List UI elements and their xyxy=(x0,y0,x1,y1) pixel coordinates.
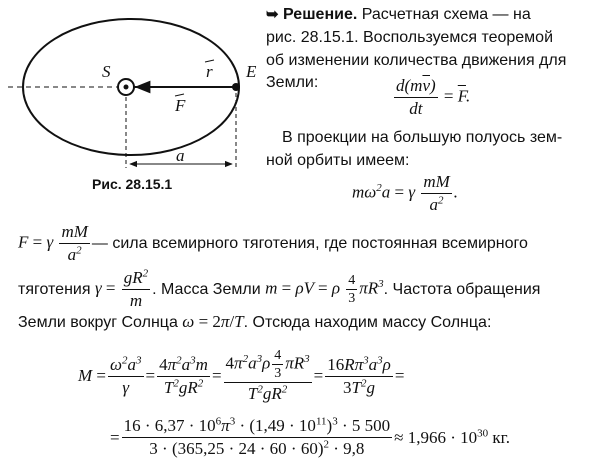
earth-mass-formula: m = ρV = ρ $\frac{4}{3}$ $\pi R^3$ xyxy=(265,273,384,306)
label-a: a xyxy=(176,146,185,165)
gamma-formula: γ = $\frac{gR^2}{m}$ xyxy=(94,267,149,310)
solution-line-4: Земли: xyxy=(266,74,319,91)
momentum-theorem-formula: $\frac{d(m\overline{v})}{dt}$ = $\overline{F}$. xyxy=(396,76,471,118)
gravity-text-2: тяготения xyxy=(18,280,91,298)
constant-line xyxy=(18,268,540,311)
freq-text: . Частота обращения xyxy=(383,280,541,298)
solution-line-2: рис. 28.15.1. Воспользуемся теоремой xyxy=(266,29,554,46)
figure-caption: Рис. 28.15.1 xyxy=(92,176,173,192)
result-value: ≈ $1,966 \cdot 10^{30}$ кг. xyxy=(394,426,510,447)
solution-heading: Решение. xyxy=(283,6,358,23)
earth-point xyxy=(232,83,240,91)
numeric-evaluation: = $\frac{16 \cdot 6,37 \cdot 10^6\pi^3 \cdot (1,49 \cdot 10^{11})^3 \cdot 5 500}{3 \cdot (365,25 \cdot 24 \cdot 60 \cdot 60)^2 \cdot 9,8}$ ≈ $1,966 \cdot 10^{30}$ кг. xyxy=(110,415,510,458)
omega-formula: ω = 2π/T xyxy=(182,312,244,331)
solution-line-3: об изменении количества движения для xyxy=(266,52,567,69)
sun-mass-derivation: M = $\frac{\omega^2a^3}{\gamma}$ = $\frac{4\pi^2a^3m}{T^2gR^2}$ = $4\pi^2a^3\rho$ $\frac{4}{3}$ $\pi R^3$ $T^2gR^2$ = $\frac{16R\pi^3a^3\rho}{3T^2g}$ = xyxy=(78,348,405,403)
sun-center-dot xyxy=(124,85,129,90)
solution-line-1 xyxy=(266,4,531,26)
solution-line-5: В проекции на большую полуось зем- xyxy=(282,129,563,146)
arrow-icon: ➥ xyxy=(266,6,279,23)
mass-text: . Масса Земли xyxy=(152,280,261,298)
projection-formula: $m\omega^2a = \gamma$ $\frac{mM}{a^2}$ . xyxy=(352,172,459,214)
omega-line xyxy=(18,311,491,334)
line3-text: Земли вокруг Солнца xyxy=(18,314,178,331)
gravity-text-1: — сила всемирного тяготения, где постоянная всемирного xyxy=(91,234,528,252)
gravity-force-line xyxy=(18,222,528,265)
solution-line-1-text: Расчетная схема — на xyxy=(361,6,531,23)
label-S: S xyxy=(102,62,111,81)
solution-line-6: ной орбиты имеем: xyxy=(266,152,410,169)
label-r: r xyxy=(206,62,213,81)
label-F: F xyxy=(175,96,186,115)
gravity-formula: F = γ $\frac{mM}{a^2}$ xyxy=(18,222,88,264)
line3-end: . Отсюда находим массу Солнца: xyxy=(243,314,492,331)
orbit-diagram xyxy=(0,0,270,185)
label-E: E xyxy=(246,62,257,81)
